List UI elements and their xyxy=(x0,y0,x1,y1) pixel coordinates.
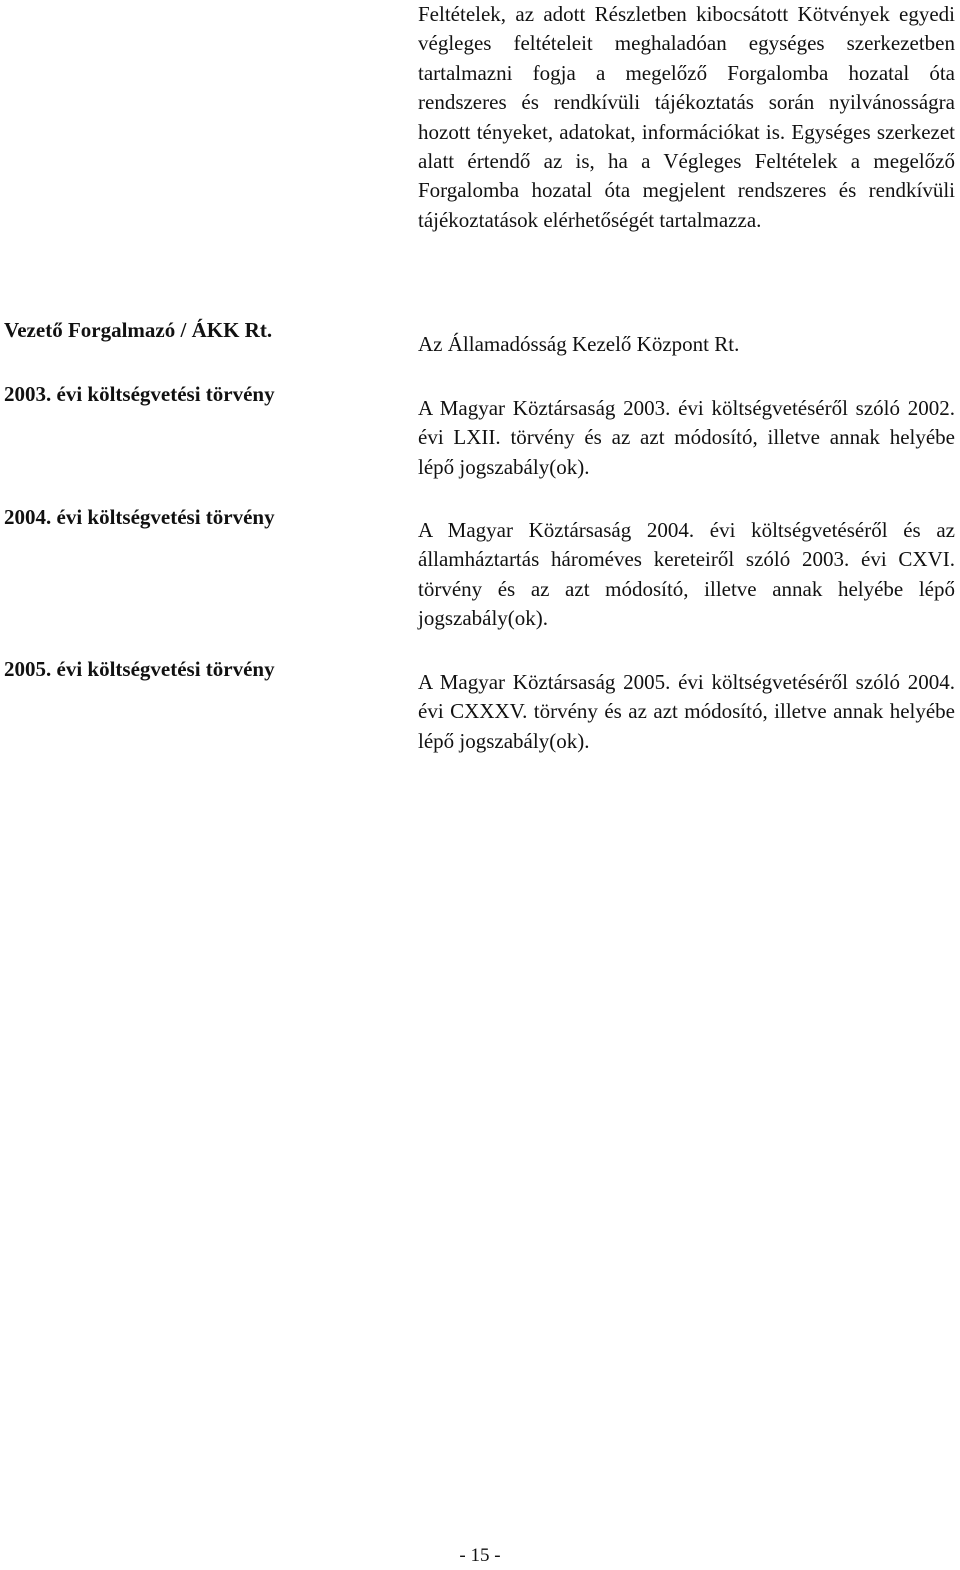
definition-2005-koltsegvetes: A Magyar Köztársaság 2005. évi költségvetéséről szóló 2004. évi CXXXV. törvény és az azt módosító, illetve annak helyébe lépő jogszabály(ok). xyxy=(418,670,955,753)
definition-vezeto-forgalmazo: Az Államadósság Kezelő Központ Rt. xyxy=(418,332,740,356)
intro-paragraph: Feltételek, az adott Részletben kibocsátott Kötvények egyedi végleges feltételeit meghaladóan egységes szerkezetben tartalmazni fogja a megelőző Forgalomba hozatal óta rendszeres és rendkívüli tájékoztatás során nyilvánosságra hozott tényeket, adatokat, információkat is. Egységes szerkezet alatt értendő az is, ha a Végleges Feltételek a megelőző Forgalomba hozatal óta megjelent rendszeres és rendkívüli tájékoztatások elérhetőségét tartalmazza. xyxy=(418,2,955,232)
term-2004-koltsegvetes: 2004. évi költségvetési törvény xyxy=(4,505,275,529)
term-vezeto-forgalmazo: Vezető Forgalmazó / ÁKK Rt. xyxy=(4,318,273,342)
definition-2004-koltsegvetes: A Magyar Köztársaság 2004. évi költségvetéséről és az államháztartás hároméves kereteiről szóló 2003. évi CXVI. törvény és az azt módosító, illetve annak helyébe lépő jogszabály(ok). xyxy=(418,518,955,631)
page-number: - 15 - xyxy=(459,1545,501,1566)
term-2003-koltsegvetes: 2003. évi költségvetési törvény xyxy=(4,382,275,406)
definition-2003-koltsegvetes: A Magyar Köztársaság 2003. évi költségvetéséről szóló 2002. évi LXII. törvény és az azt módosító, illetve annak helyébe lépő jogszabály(ok). xyxy=(418,396,955,479)
term-2005-koltsegvetes: 2005. évi költségvetési törvény xyxy=(4,657,275,681)
